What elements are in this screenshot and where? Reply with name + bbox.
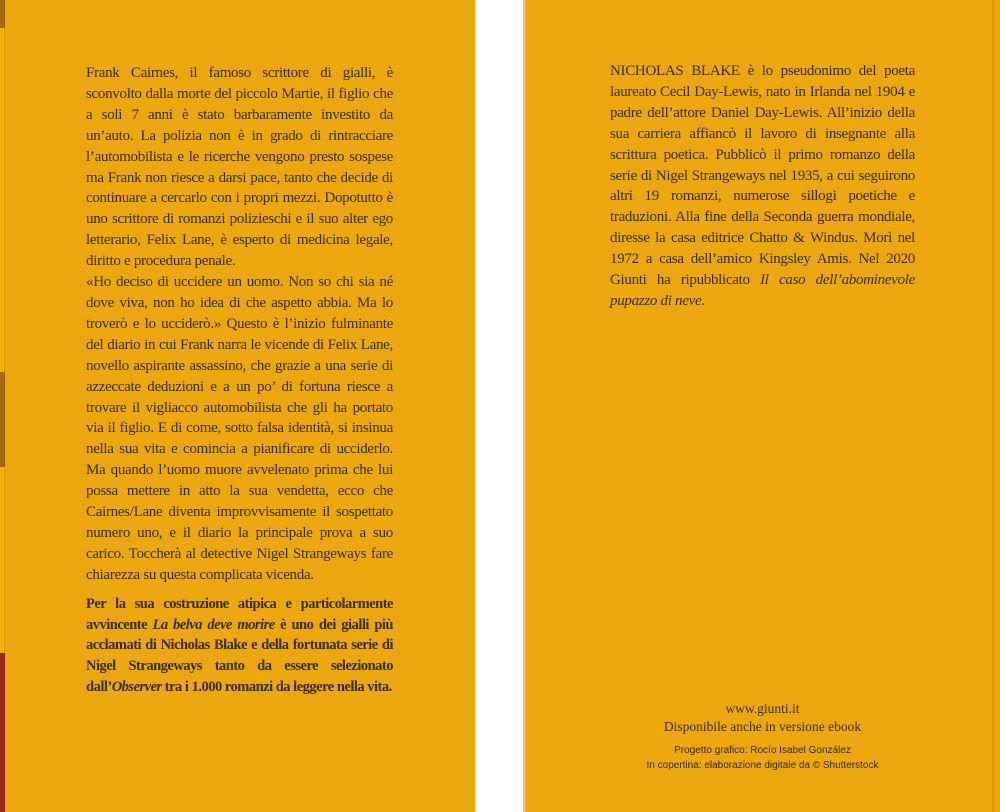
design-credit: Progetto grafico: Rocío Isabel González	[674, 745, 851, 756]
synopsis-block	[86, 63, 393, 698]
left-flap	[5, 0, 475, 812]
cover-credit: In copertina: elaborazione digitale da © Shutterstock	[646, 760, 879, 771]
flap-edge-highlight	[523, 0, 525, 812]
synopsis-paragraph-2: «Ho deciso di uccidere un uomo. Non so chi sia né dove viva, non ho idea di che aspetto abbia. Ma lo troverò e lo ucciderò.» Questo è l’inizio fulminante del diario in cui Frank narra le vicende di Felix Lane, novello aspirante assassino, che grazie a una serie di azzeccate deduzioni e a un po’ di fortuna riesce a trovare il vigliacco automobilista che gli ha portato via il figlio. E di come, sotto falsa identità, si insinua nella sua vita e comincia a pianificare di ucciderlo. Ma quando l’uomo muore avvelenato prima che lui possa mettere in atto la sua vendetta, ecco che Cairnes/Lane diventa improvvisamente il sospettato numero uno, e il diario la principale prova a suo carico. Toccherà al detective Nigel Strangeways fare chiarezza su questa complicata vicenda.	[86, 274, 393, 583]
observer-name-italic: Observer	[111, 679, 162, 696]
ebook-availability-note: Disponibile anche in versione ebook	[663, 719, 862, 734]
accolades-text: tra i 1.000 romanzi da leggere nella vita.	[161, 679, 392, 696]
accolades-text: Per la sua costruzione atipica e particolarmente avvincente	[86, 595, 393, 633]
author-bio-text: NICHOLAS BLAKE è lo pseudonimo del poeta laureato Cecil Day-Lewis, nato in Irlanda nel 1904 e padre dell’attore Daniel Day-Lewis. All’inizio della sua carriera affiancò il lavoro di insegnante alla scrittura poetica. Pubblicò il primo romanzo della serie di Nigel Strangeways nel 1935, a cui seguirono altri 19 romanzi, numerose sillogi poetiche e traduzioni. Alla fine della Seconda guerra mondiale, diresse la casa editrice Chatto & Windus. Morì nel 1972 a casa dell’amico Kingsley Amis. Nel 2020 Giunti ha ripubblicato	[610, 63, 915, 289]
accolades-text: è uno dei gialli più acclamati di Nicholas Blake e della fortunata serie di Nigel Strangeways tanto da essere selezionato dall’	[86, 616, 393, 696]
book-title-italic: La belva deve morire	[152, 616, 275, 633]
author-bio-block	[610, 61, 915, 312]
author-bio-text: .	[701, 292, 705, 309]
publisher-footer	[610, 700, 915, 773]
author-bio-paragraph	[610, 61, 915, 312]
flap-fold-line	[992, 0, 994, 812]
synopsis-paragraph-1: Frank Cairnes, il famoso scrittore di gialli, è sconvolto dalla morte del piccolo Martie, il figlio che a soli 7 anni è stato barbaramente investito da un’auto. La polizia non è in grado di rintracciare l’automobilista e le ricerche vengono presto sospese ma Frank non riesce a darsi pace, tanto che decide di continuare a cercarlo con i propri mezzi. Dopotutto è uno scrittore di romanzi polizieschi e il suo alter ego letterario, Felix Lane, è esperto di medicina legale, diritto e procedura penale.	[86, 65, 393, 270]
right-flap	[523, 0, 1000, 812]
publisher-website: www.giunti.it	[725, 701, 800, 716]
accolades-paragraph	[86, 594, 393, 699]
republished-title-italic: Il caso dell’abominevole pupazzo di neve	[610, 272, 915, 309]
